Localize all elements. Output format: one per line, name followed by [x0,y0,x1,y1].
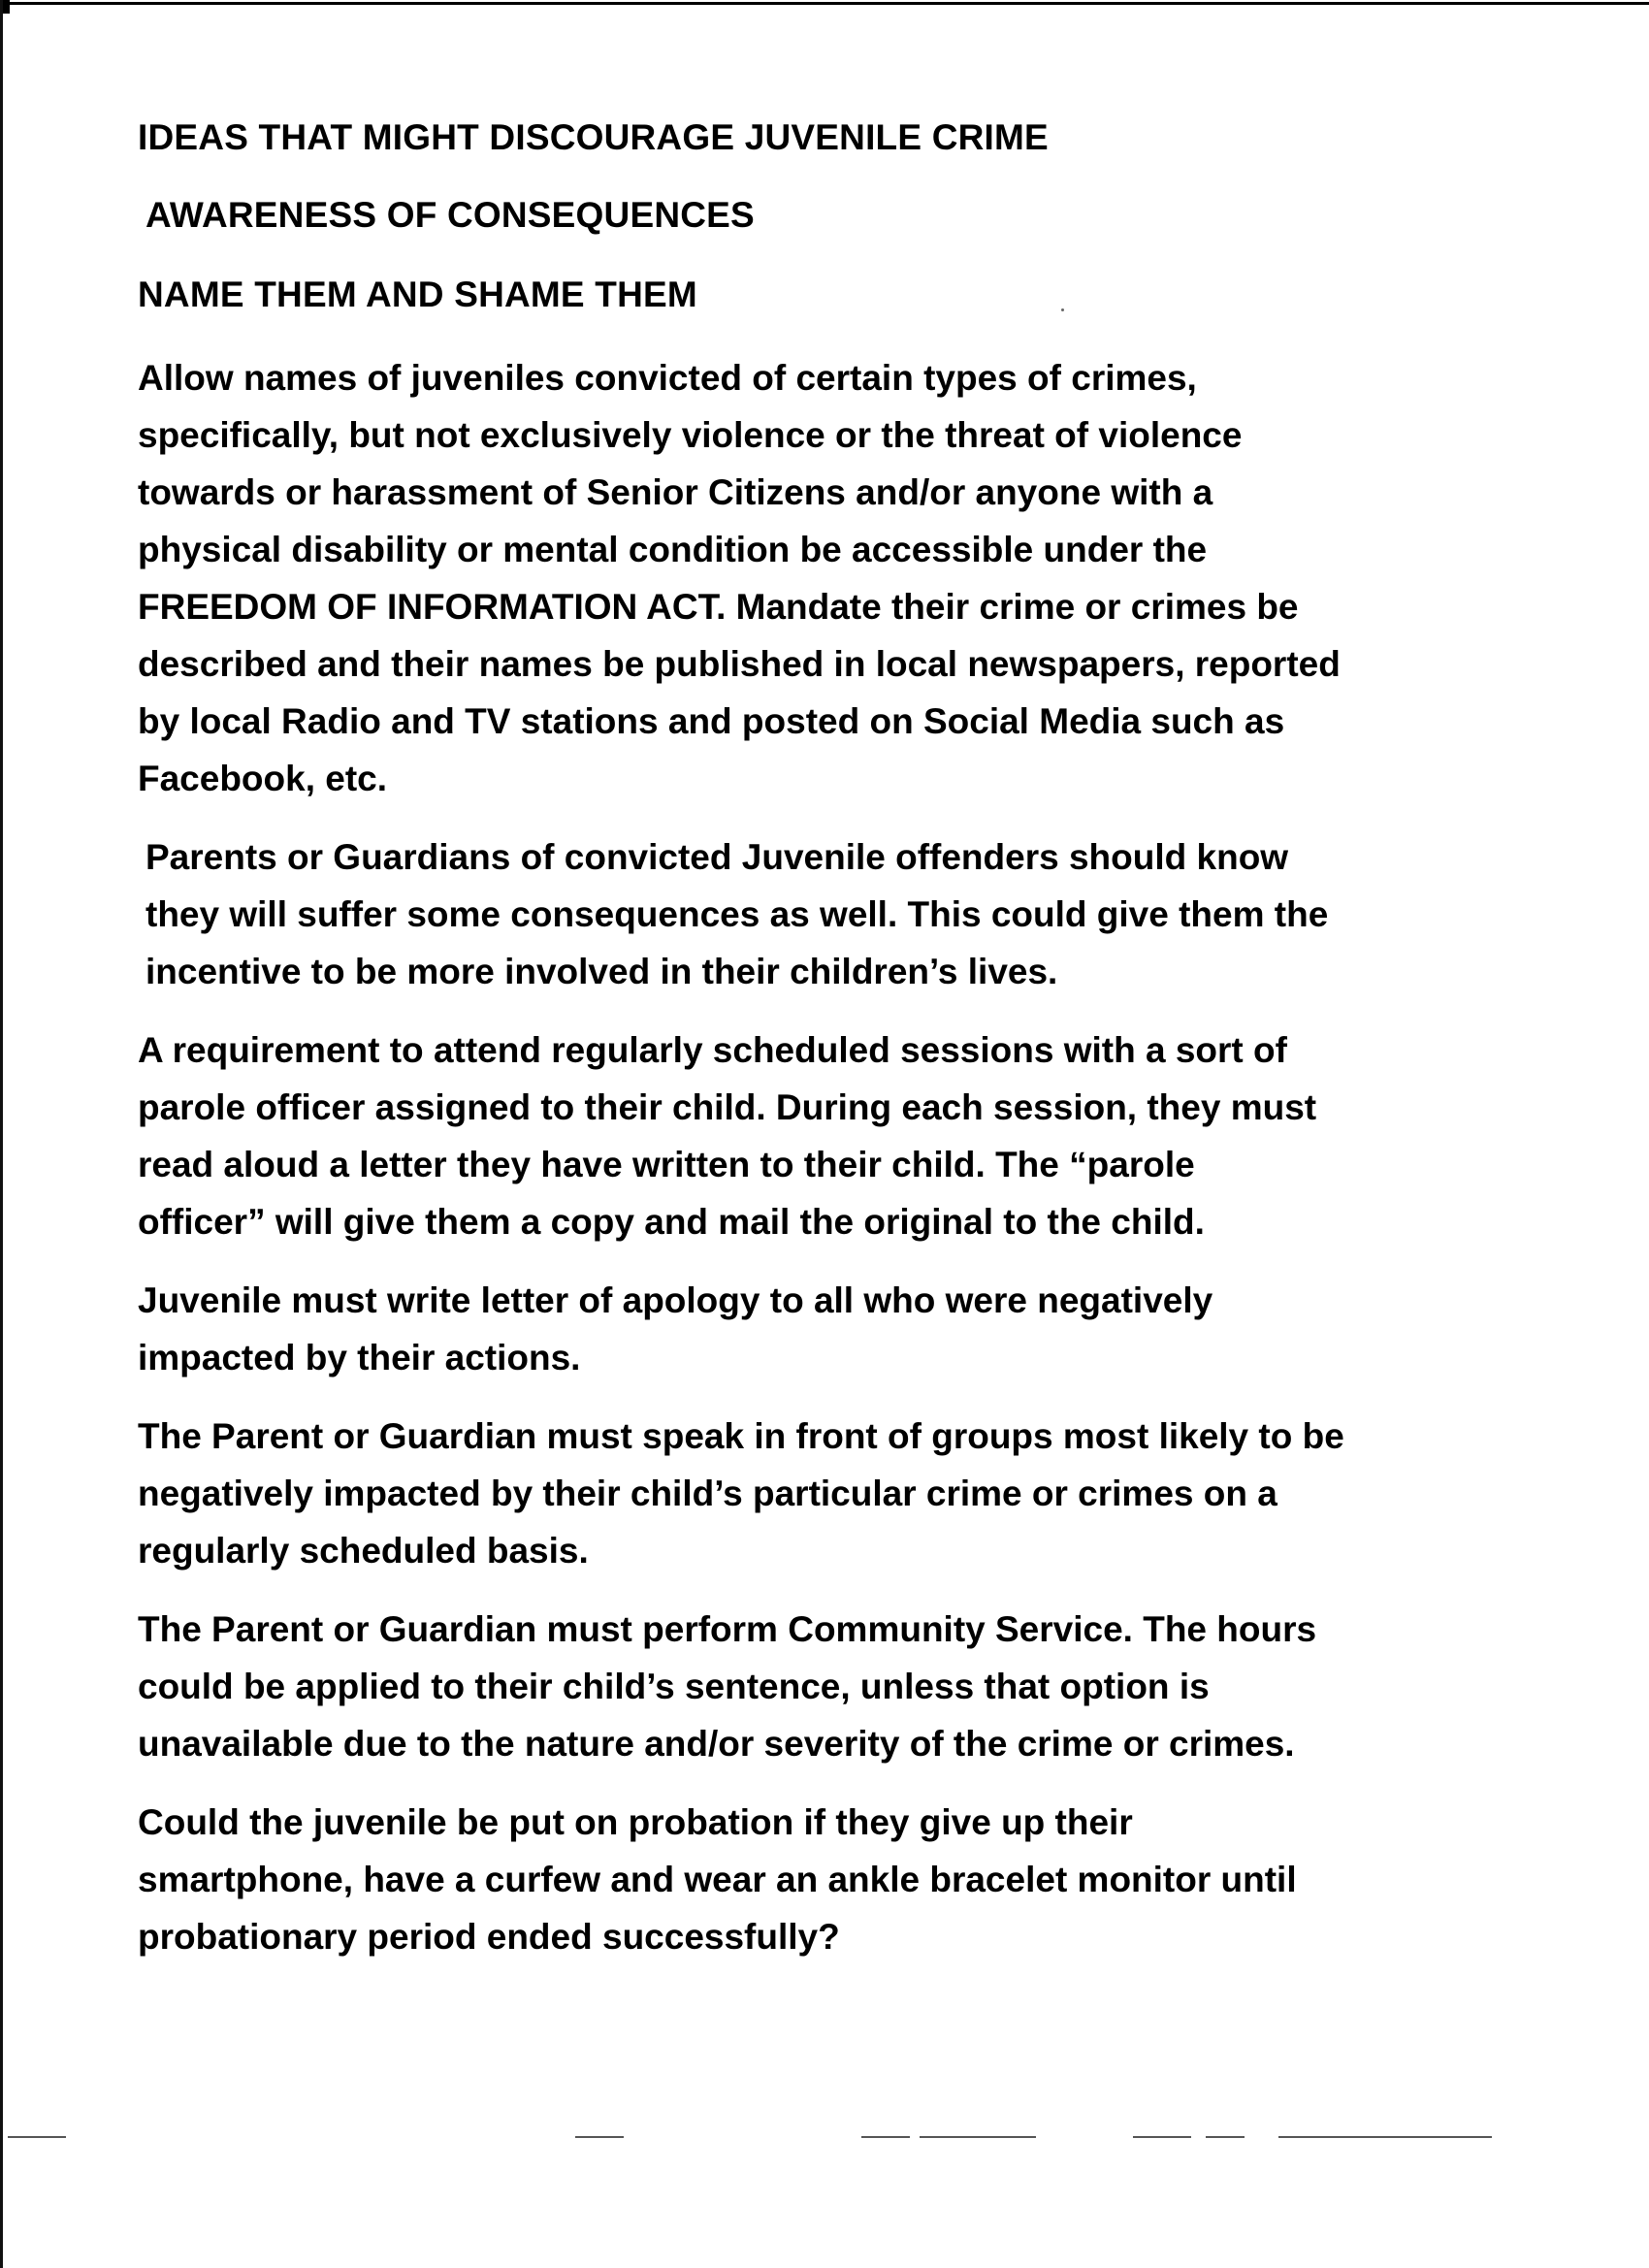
document-body [138,109,1612,1987]
paragraph-parole-sessions: A requirement to attend regularly scheduled sessions with a sort of parole officer assigned to their child. During each session, they must read aloud a letter they have written to their child. The “parole officer” will give them a copy and mail the original to the child. [138,1030,1317,1242]
scan-dash [575,2136,624,2138]
paragraph-probation-question: Could the juvenile be put on probation if they give up their smartphone, have a curfew and wear an ankle bracelet monitor until probationary period ended successfully? [138,1802,1297,1957]
document-title: IDEAS THAT MIGHT DISCOURAGE JUVENILE CRIME [138,117,1049,157]
scan-dash [1278,2136,1492,2138]
scan-dash [8,2136,66,2138]
scan-left-edge-line [0,0,3,2268]
paragraph-community-service: The Parent or Guardian must perform Community Service. The hours could be applied to their child’s sentence, unless that option is unavailable due to the nature and/or severity of the crime or crimes. [138,1609,1317,1764]
scan-dash [861,2136,910,2138]
scan-dash [1206,2136,1245,2138]
paragraph-speak-to-groups: The Parent or Guardian must speak in front of groups most likely to be negatively impacted by their child’s particular crime or crimes on a regularly scheduled basis. [138,1416,1344,1571]
scan-dash [920,2136,1036,2138]
paragraph-name-and-shame: Allow names of juveniles convicted of certain types of crimes, specifically, but not exclusively violence or the threat of violence towards or harassment of Senior Citizens and/or anyone with a physical disability or mental condition be accessible under the FREEDOM OF INFORMATION ACT. Mandate their crime or crimes be described and their names be published in local newspapers, reported by local Radio and TV stations and posted on Social Media such as Facebook, etc. [138,358,1341,798]
scan-top-edge-line [0,2,1649,5]
paragraph-parent-consequences: Parents or Guardians of convicted Juvenile offenders should know they will suffer some consequences as well. This could give them the incentive to be more involved in their children’s lives. [146,837,1329,991]
document-subtitle: AWARENESS OF CONSEQUENCES [146,195,755,235]
paragraph-apology-letter: Juvenile must write letter of apology to all who were negatively impacted by their actions. [138,1280,1213,1377]
scan-dash [1133,2136,1191,2138]
section-heading: NAME THEM AND SHAME THEM [138,275,697,314]
scan-bottom-dashed-line [8,2136,1560,2140]
